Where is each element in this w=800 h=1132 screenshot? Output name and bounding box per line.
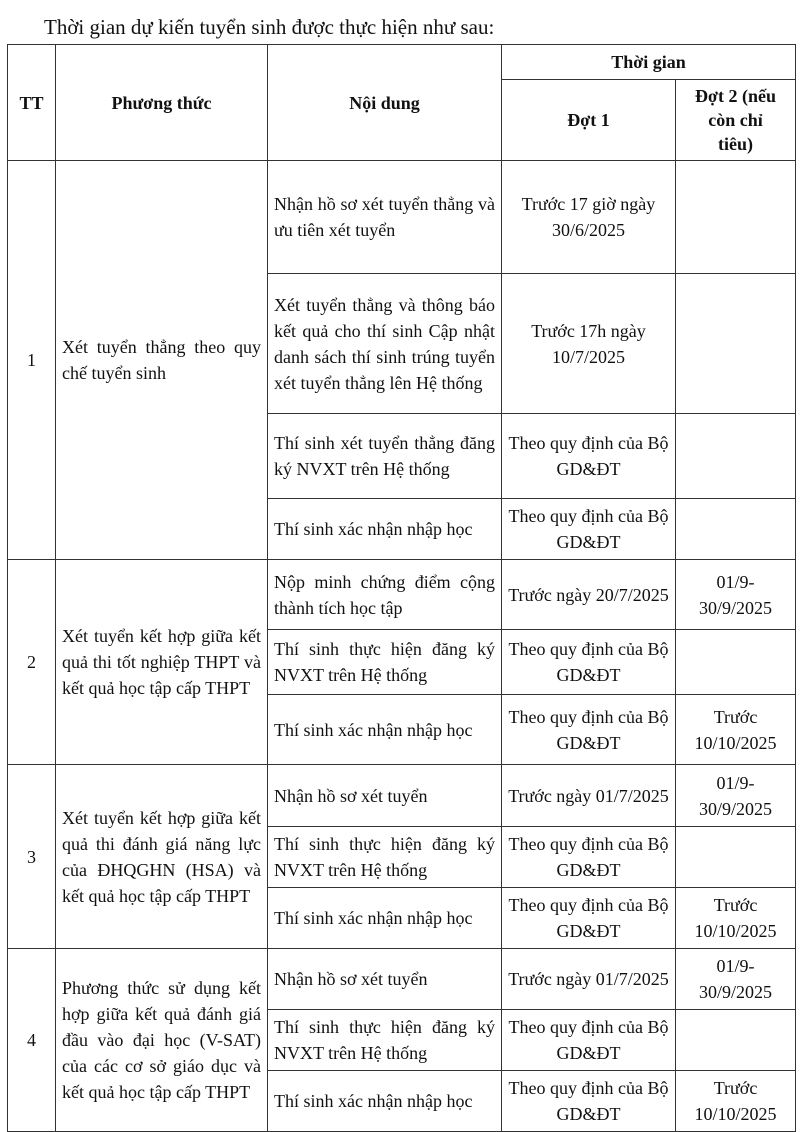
method-cell: Xét tuyển thẳng theo quy chế tuyển sinh <box>56 161 268 560</box>
row-number: 1 <box>8 161 56 560</box>
round-2-cell: Trước 10/10/2025 <box>676 1071 796 1132</box>
header-round-2-line-2: còn chỉ <box>708 110 763 130</box>
method-cell: Xét tuyển kết hợp giữa kết quả thi đánh giá năng lực của ĐHQGHN (HSA) và kết quả học tập cấp THPT <box>56 765 268 949</box>
round-1-cell: Theo quy định của Bộ GD&ĐT <box>502 1010 676 1071</box>
round-1-cell: Theo quy định của Bộ GD&ĐT <box>502 630 676 695</box>
content-cell: Thí sinh xét tuyển thẳng đăng ký NVXT trên Hệ thống <box>268 414 502 499</box>
content-cell: Nhận hồ sơ xét tuyển <box>268 949 502 1010</box>
round-2-cell <box>676 630 796 695</box>
header-round-2 <box>676 80 796 161</box>
round-2-cell <box>676 499 796 560</box>
round-1-cell: Trước ngày 20/7/2025 <box>502 560 676 630</box>
round-2-cell <box>676 414 796 499</box>
header-method: Phương thức <box>56 45 268 161</box>
content-cell: Thí sinh thực hiện đăng ký NVXT trên Hệ thống <box>268 1010 502 1071</box>
round-1-cell: Theo quy định của Bộ GD&ĐT <box>502 827 676 888</box>
content-cell: Thí sinh thực hiện đăng ký NVXT trên Hệ thống <box>268 827 502 888</box>
round-1-cell: Trước 17 giờ ngày 30/6/2025 <box>502 161 676 274</box>
header-round-1: Đợt 1 <box>502 80 676 161</box>
content-cell: Nhận hồ sơ xét tuyển thẳng và ưu tiên xét tuyển <box>268 161 502 274</box>
round-2-cell: 01/9-30/9/2025 <box>676 560 796 630</box>
round-2-cell: 01/9-30/9/2025 <box>676 765 796 827</box>
round-1-cell: Trước 17h ngày 10/7/2025 <box>502 274 676 414</box>
round-1-cell: Theo quy định của Bộ GD&ĐT <box>502 888 676 949</box>
content-cell: Nộp minh chứng điểm cộng thành tích học tập <box>268 560 502 630</box>
content-cell: Nhận hồ sơ xét tuyển <box>268 765 502 827</box>
round-2-cell <box>676 827 796 888</box>
intro-text: Thời gian dự kiến tuyển sinh được thực hiện như sau: <box>44 15 495 39</box>
round-2-cell: 01/9-30/9/2025 <box>676 949 796 1010</box>
header-time: Thời gian <box>502 45 796 80</box>
table-row <box>8 949 796 1010</box>
content-cell: Xét tuyển thẳng và thông báo kết quả cho thí sinh Cập nhật danh sách thí sinh trúng tuyển xét tuyển thẳng lên Hệ thống <box>268 274 502 414</box>
round-1-cell: Trước ngày 01/7/2025 <box>502 765 676 827</box>
round-1-cell: Theo quy định của Bộ GD&ĐT <box>502 414 676 499</box>
table-row <box>8 161 796 274</box>
admission-schedule-table <box>7 44 796 1132</box>
header-content: Nội dung <box>268 45 502 161</box>
method-cell: Xét tuyển kết hợp giữa kết quả thi tốt nghiệp THPT và kết quả học tập cấp THPT <box>56 560 268 765</box>
round-2-cell: Trước 10/10/2025 <box>676 695 796 765</box>
header-round-2-line-3: tiêu) <box>718 134 753 154</box>
header-round-2-line-1: Đợt 2 (nếu <box>695 86 776 106</box>
table-row <box>8 560 796 630</box>
round-2-cell: Trước 10/10/2025 <box>676 888 796 949</box>
row-number: 4 <box>8 949 56 1132</box>
header-tt: TT <box>8 45 56 161</box>
round-1-cell: Theo quy định của Bộ GD&ĐT <box>502 499 676 560</box>
round-1-cell: Theo quy định của Bộ GD&ĐT <box>502 695 676 765</box>
row-number: 2 <box>8 560 56 765</box>
round-1-cell: Trước ngày 01/7/2025 <box>502 949 676 1010</box>
content-cell: Thí sinh thực hiện đăng ký NVXT trên Hệ thống <box>268 630 502 695</box>
round-1-cell: Theo quy định của Bộ GD&ĐT <box>502 1071 676 1132</box>
round-2-cell <box>676 1010 796 1071</box>
content-cell: Thí sinh xác nhận nhập học <box>268 695 502 765</box>
content-cell: Thí sinh xác nhận nhập học <box>268 499 502 560</box>
method-cell: Phương thức sử dụng kết hợp giữa kết quả đánh giá đầu vào đại học (V-SAT) của các cơ sở giáo dục và kết quả học tập cấp THPT <box>56 949 268 1132</box>
table-row <box>8 765 796 827</box>
content-cell: Thí sinh xác nhận nhập học <box>268 1071 502 1132</box>
row-number: 3 <box>8 765 56 949</box>
content-cell: Thí sinh xác nhận nhập học <box>268 888 502 949</box>
round-2-cell <box>676 161 796 274</box>
round-2-cell <box>676 274 796 414</box>
